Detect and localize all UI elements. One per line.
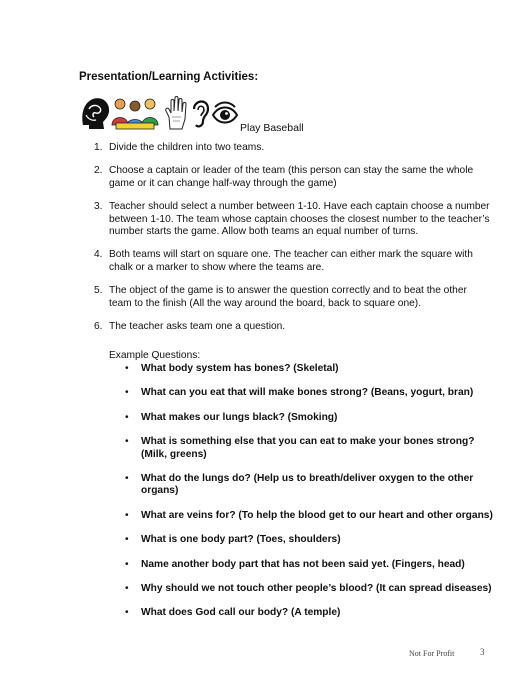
ear-icon: [189, 95, 211, 131]
step-number: 4.: [94, 249, 103, 261]
learning-style-icons: [79, 95, 239, 131]
step-number: 3.: [94, 201, 103, 213]
step-text: The teacher asks team one a question.: [109, 321, 286, 333]
list-item: [109, 387, 493, 399]
list-item: [109, 607, 493, 619]
list-item: [109, 473, 493, 498]
list-item: [79, 201, 491, 238]
section-heading: Presentation/Learning Activities:: [79, 71, 259, 83]
bullet: •: [125, 436, 129, 448]
questions-list: [109, 363, 493, 632]
list-item: [79, 285, 491, 310]
group-icon: [110, 95, 160, 131]
step-text: Choose a captain or leader of the team (this person can stay the same the whole game or it can change half-way through the game): [109, 165, 474, 189]
bullet: •: [125, 607, 129, 619]
step-number: 2.: [94, 165, 103, 177]
page-number: 3: [480, 647, 485, 657]
step-text: Teacher should select a number between 1-10. Have each captain choose a number between 1-10. The team whose captain chooses the closest number to the teacher’s number starts the game. Allow both teams an equal number of turns.: [109, 201, 490, 238]
step-text: The object of the game is to answer the question correctly and to beat the other team to the finish (All the way around the board, back to square one).: [109, 285, 467, 309]
list-item: [79, 165, 491, 190]
bullet: •: [125, 509, 129, 521]
bullet: •: [125, 411, 129, 423]
footer-text: Not For Profit: [409, 649, 455, 658]
examples-label: Example Questions:: [109, 350, 201, 361]
list-item: [79, 321, 491, 333]
bullet: •: [125, 363, 129, 374]
list-item: [109, 583, 493, 595]
question-text: What are veins for? (To help the blood get to our heart and other organs): [141, 509, 493, 521]
question-text: What makes our lungs black? (Smoking): [141, 411, 338, 423]
step-text: Divide the children into two teams.: [109, 142, 265, 153]
list-item: [109, 363, 493, 375]
list-item: [79, 249, 491, 274]
step-text: Both teams will start on square one. The teacher can either mark the square with chalk or a marker to show where the teams are.: [109, 249, 473, 273]
step-number: 6.: [94, 321, 103, 333]
list-item: [109, 436, 493, 461]
question-text: What body system has bones? (Skeletal): [141, 363, 339, 374]
list-item: [109, 510, 493, 522]
question-text: Why should we not touch other people’s blood? (It can spread diseases): [141, 583, 492, 595]
steps-list: [79, 142, 491, 344]
list-item: [109, 534, 493, 546]
activity-title: Play Baseball: [240, 122, 304, 134]
list-item: [109, 412, 493, 424]
head-icon: [79, 95, 111, 131]
eye-icon: [211, 95, 239, 131]
bullet: •: [125, 583, 129, 595]
list-item: [109, 559, 493, 571]
step-number: 1.: [94, 142, 103, 153]
question-text: What is one body part? (Toes, shoulders): [141, 534, 341, 546]
question-text: What is something else that you can eat to make your bones strong? (Milk, greens): [141, 436, 475, 460]
step-number: 5.: [94, 285, 103, 297]
question-text: What does God call our body? (A temple): [141, 607, 341, 619]
bullet: •: [125, 387, 129, 399]
bullet: •: [125, 534, 129, 546]
question-text: What can you eat that will make bones strong? (Beans, yogurt, bran): [141, 387, 474, 399]
question-text: What do the lungs do? (Help us to breath/deliver oxygen to the other organs): [141, 473, 474, 497]
question-text: Name another body part that has not been said yet. (Fingers, head): [141, 558, 465, 570]
bullet: •: [125, 558, 129, 570]
list-item: [79, 142, 491, 154]
hand-icon: [163, 95, 189, 131]
bullet: •: [125, 473, 129, 485]
